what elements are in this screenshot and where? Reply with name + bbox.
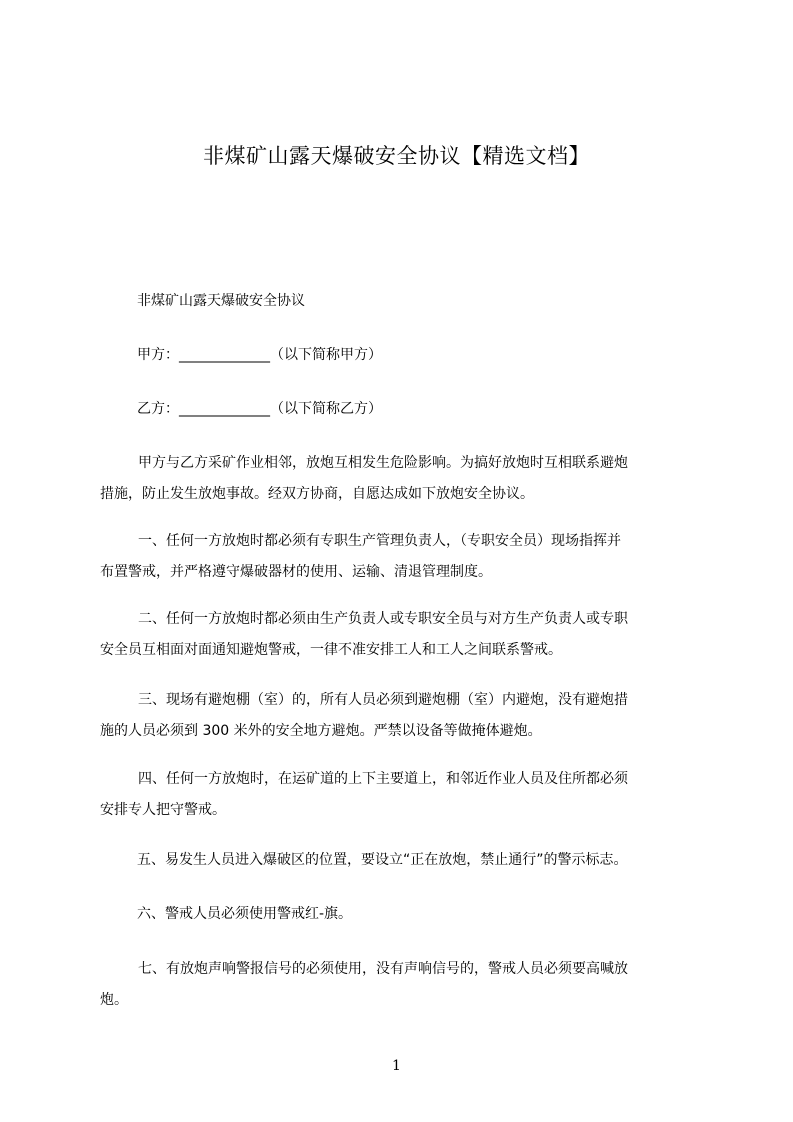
clause-6: 六、警戒人员必须使用警戒红-旗。 — [137, 906, 353, 922]
clause-7 — [100, 954, 700, 1016]
document-title: 非煤矿山露天爆破安全协议【精选文档】 — [203, 144, 590, 168]
clause-3-line-2: 施的人员必须到 300 米外的安全地方避炮。严禁以设备等做掩体避炮。 — [100, 723, 542, 739]
clause-7-line-2: 炮。 — [100, 992, 128, 1008]
party-a-line: 甲方：_____________（以下简称甲方） — [137, 347, 382, 363]
intro-paragraph — [100, 448, 700, 510]
clause-3 — [100, 685, 700, 747]
clause-2-line-2: 安全员互相面对面通知避炮警戒，一律不准安排工人和工人之间联系警戒。 — [100, 642, 562, 658]
page-number: 1 — [392, 1058, 401, 1074]
clause-2-line-1: 二、任何一方放炮时都必须由生产负责人或专职安全员与对方生产负责人或专职 — [138, 611, 628, 627]
clause-2 — [100, 604, 700, 666]
clause-1-line-2: 布置警戒，并严格遵守爆破器材的使用、运输、清退管理制度。 — [100, 564, 492, 580]
clause-3-line-1: 三、现场有避炮棚（室）的，所有人员必须到避炮棚（室）内避炮，没有避炮措 — [138, 692, 628, 708]
intro-line-2: 措施，防止发生放炮事故。经双方协商，自愿达成如下放炮安全协议。 — [100, 486, 534, 502]
clause-7-line-1: 七、有放炮声响警报信号的必须使用，没有声响信号的，警戒人员必须要高喊放 — [138, 961, 628, 977]
clause-1 — [100, 526, 700, 588]
clause-1-line-1: 一、任何一方放炮时都必须有专职生产管理负责人，（专职安全员）现场指挥并 — [138, 533, 621, 549]
clause-5: 五、易发生人员进入爆破区的位置，要设立“正在放炮，禁止通行”的警示标志。 — [137, 852, 628, 868]
clause-4-line-1: 四、任何一方放炮时，在运矿道的上下主要道上，和邻近作业人员及住所都必须 — [138, 771, 628, 787]
clause-4 — [100, 764, 700, 826]
clause-4-line-2: 安排专人把守警戒。 — [100, 802, 226, 818]
party-b-line: 乙方：_____________（以下简称乙方） — [137, 401, 382, 417]
document-subtitle: 非煤矿山露天爆破安全协议 — [137, 293, 305, 309]
intro-line-1: 甲方与乙方采矿作业相邻，放炮互相发生危险影响。为搞好放炮时互相联系避炮 — [138, 455, 628, 471]
